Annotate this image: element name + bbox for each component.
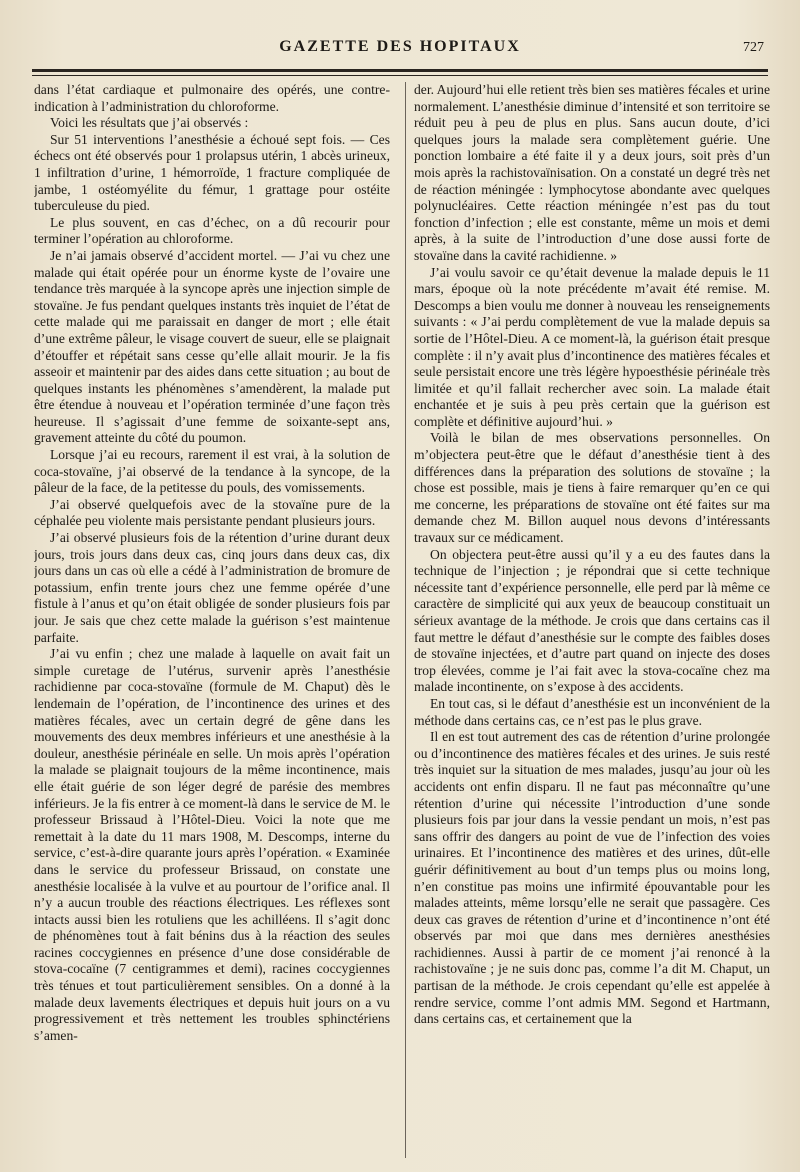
paragraph: On objectera peut-être aussi qu’il y a eu des fautes dans la technique de l’injection ; je répondrai que si cette technique nécessite tant d’expérience personnelle, elle perd par là même ce caractère de simplicité qui aux yeux de beaucoup constituait un sérieux avantage de la méthode. Je crois que dans certains cas il faut mettre le défaut d’anesthésie sur le compte des faibles doses de stovaïne injectées, et d’autre part quand on injecte des doses trop élevées, comme je l’ai fait avec la stova-cocaïne chez ma malade incontinente, on s’expose à des accidents. (414, 546, 770, 695)
header-rule-thick (32, 69, 768, 72)
paragraph: Voici les résultats que j’ai observés : (50, 115, 249, 131)
paragraph: Le plus souvent, en cas d’échec, on a dû recourir pour terminer l’opération au chloroforme. (34, 214, 390, 247)
paragraph: Je n’ai jamais observé d’accident mortel. — J’ai vu chez une malade qui était opérée pour un énorme kyste de l’ovaire une tendance très marquée à la syncope après une injection simple de stovaïne. Je fus pendant quelques instants très inquiet de l’état de cette malade qui me paraissait en danger de mort ; elle était d’une extrême pâleur, le visage couvert de sueur, elle se plaignait d’étouffer et répétait sans cesse qu’elle allait mourir. Je la fis asseoir et maintenir par des aides dans cette situation ; au bout de quelques instants les phénomènes s’amendèrent, la malade put être étendue à nouveau et l’opération terminée d’une façon très heureuse. Il s’agissait d’une femme de soixante-sept ans, gravement atteinte du côté du poumon. (34, 247, 390, 446)
page-number: 727 (743, 40, 764, 55)
paragraph: En tout cas, si le défaut d’anesthésie est un inconvénient de la méthode dans certains cas, ce n’est pas le plus grave. (414, 695, 770, 728)
paragraph: J’ai vu enfin ; chez une malade à laquelle on avait fait un simple curetage de l’utérus, survenir après l’anesthésie rachidienne par coca-stovaïne (formule de M. Chaput) dès le lendemain de l’opération, de l’incontinence des urines et des matières fécales, avec un certain degré de gêne dans les mouvements des deux membres inférieurs et une anesthésie à la douleur, anesthésie périnéale en selle. Un mois après l’opération la malade se plaignait toujours de la même incontinence, mais elle était guérie de son léger degré de parésie des membres inférieurs. Je la fis entrer à ce moment-là dans le service de M. le professeur Brissaud à l’Hôtel-Dieu. Voici la note que me remettait à la date du 11 mars 1908, M. Descomps, interne du service, c’est-à-dire quarante jours après l’opération. « Examinée dans le service du professeur Brissaud, on constate une anesthésie localisée à la vulve et au pourtour de l’orifice anal. Il n’y a aucun trouble des réactions électriques. Les réflexes sont intacts aussi bien les rotuliens que les achilléens. Il s’agit donc de phénomènes tout à fait bénins dus à la réaction des seules racines coccygiennes en présence d’une dose considérable de stova-cocaïne (7 centigrammes et demi), racines coccygiennes très ténues et tout particulièrement sensibles. On a donné à la malade deux lavements électriques et depuis huit jours on a vu progressivement et très nettement les troubles sphinctériens s’amen- (34, 646, 390, 1043)
paragraph: J’ai voulu savoir ce qu’était devenue la malade depuis le 11 mars, époque où la note précédente m’avait été remise. M. Descomps a bien voulu me donner à nouveau les renseignements suivants : « J’ai perdu complètement de vue la malade depuis sa sortie de l’Hôtel-Dieu. A ce moment-là, la guérison était presque complète : il n’y avait plus d’incontinence des matières fécales et seule persistait encore une très légère hypoesthésie périnéale très limitée et qu’il fallait rechercher avec soin. La malade était enchantée et je suis à peu près certain que la guérison est complète et définitive aujourd’hui. » (414, 264, 770, 429)
journal-title: GAZETTE DES HOPITAUX (279, 38, 521, 55)
right-column (414, 82, 770, 1160)
paragraph: J’ai observé plusieurs fois de la rétention d’urine durant deux jours, trois jours dans deux cas, cinq jours dans deux cas, dix jours dans un cas où elle a cédé à l’administration de bromure de potassium, enfin trente jours chez une femme opérée d’une fistule à l’anus et qu’on était obligée de sonder plusieurs fois par jour. Je sais que chez cette malade la guérison s’est maintenue parfaite. (34, 530, 390, 645)
paragraph: J’ai observé quelquefois avec de la stovaïne pure de la céphalée peu violente mais persistante pendant plusieurs jours. (34, 496, 390, 529)
text-columns (34, 82, 770, 1160)
paragraph: der. Aujourd’hui elle retient très bien ses matières fécales et urine normalement. L’anesthésie diminue d’intensité et son territoire se réduit peu à peu de plus en plus. Sans aucun doute, d’ici quelques jours la malade sera complètement guérie. Une ponction lombaire a été faite il y a deux jours, soit près d’un mois après la rachistovaïnisation. On a constaté un degré très net de réaction méningée : lymphocytose abondante avec quelques polynucléaires. Cette réaction méningée n’est pas du tout fonction d’infection ; elle est constante, même un mois et demi après, à la suite de l’introduction d’une dose aussi forte de stovaïne dans la cavité rachidienne. » (414, 82, 770, 263)
header-rule-thin (32, 75, 768, 76)
paragraph: Il en est tout autrement des cas de rétention d’urine prolongée ou d’incontinence des matières fécales et des urines. Je suis resté très inquiet sur la situation de mes malades, jusqu’au jour où les accidents ont enfin disparu. Il ne faut pas méconnaître qu’une rétention d’urine qui nécessite l’introduction d’une sonde plusieurs fois par jour dans la vessie pendant un mois, n’est pas sans offrir des dangers au point de vue de l’infection des voies urinaires. Et l’incontinence des matières et des urines, dût-elle guérir définitivement au bout d’un temps plus ou moins long, n’en constitue pas moins une infirmité épouvantable pour les malades atteints, même lorsqu’elle ne serait que passagère. Ces deux cas graves de rétention d’urine et d’incontinence n’ont été observés par moi que dans mes dernières anesthésies rachidiennes. Aussi à partir de ce moment j’ai renoncé à la rachistovaïne ; je ne suis donc pas, comme l’a dit M. Chaput, un partisan de la méthode. Je crois cependant qu’elle est appelée à rendre service, comme l’ont admis MM. Segond et Hartmann, dans certains cas, et certainement que la (414, 729, 770, 1027)
paragraph: Voilà le bilan de mes observations personnelles. On m’objectera peut-être que le défaut d’anesthésie tient à des différences dans la préparation des solutions de stovaïne ; la chose est possible, mais je tiens à faire remarquer qu’en ce qui me concerne, les préparations de stovaïne ont été faites sur ma demande chez M. Billon auquel nous devons d’intéressants travaux sur ce médicament. (414, 430, 770, 546)
left-column (34, 82, 390, 1160)
paragraph: Sur 51 interventions l’anesthésie a échoué sept fois. — Ces échecs ont été observés pour 1 prolapsus utérin, 1 abcès urineux, 1 infiltration d’urine, 1 hémorroïde, 1 fracture compliquée de jambe, 1 ostéomyélite du fémur, 1 grattage pour ostéite tuberculeuse du pied. (34, 131, 390, 214)
paragraph: Lorsque j’ai eu recours, rarement il est vrai, à la solution de coca-stovaïne, j’ai observé de la tendance à la syncope, de la pâleur de la face, de la petitesse du pouls, des vomissements. (34, 447, 390, 496)
paragraph: dans l’état cardiaque et pulmonaire des opérés, une contre-indication à l’administration du chloroforme. (34, 82, 390, 114)
page-header (30, 38, 770, 66)
